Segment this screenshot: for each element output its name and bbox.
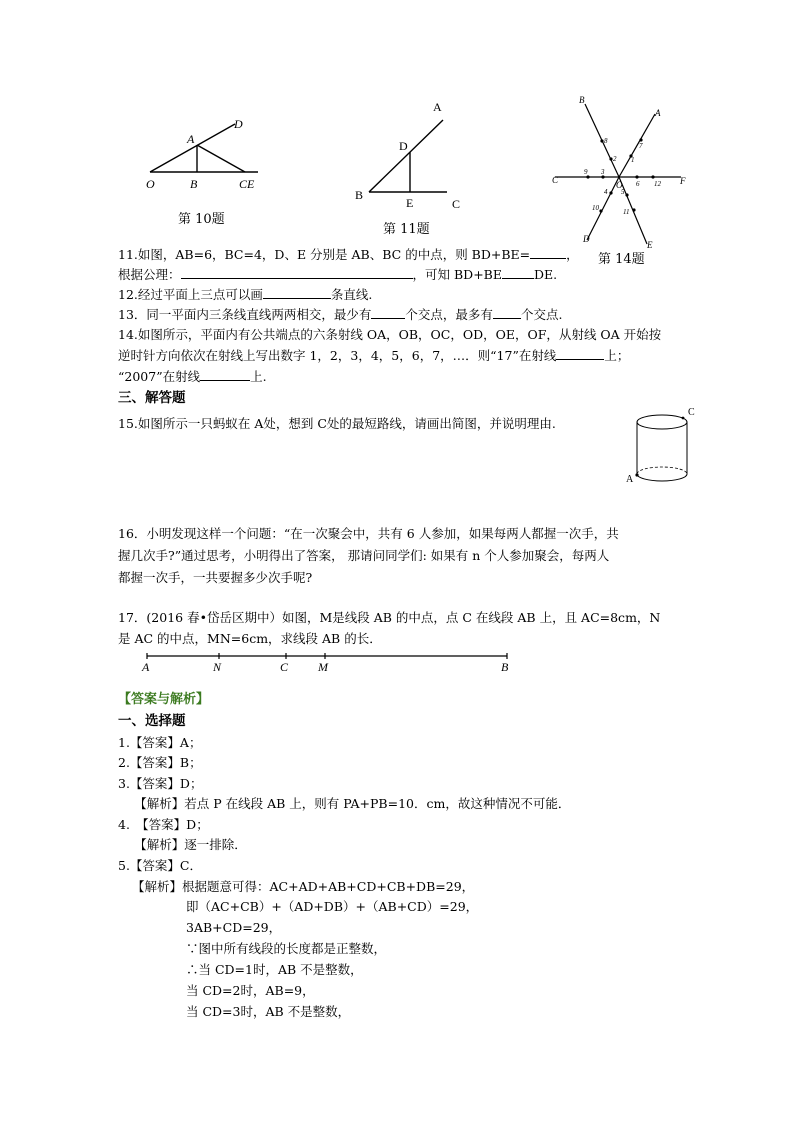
q14-line2 bbox=[118, 347, 629, 364]
q11-text-2: ， bbox=[566, 247, 579, 262]
fig10-label-o: O bbox=[146, 177, 155, 191]
answer-line-9: 即（AC+CB）+（AD+DB）+（AB+CD）=29， bbox=[186, 899, 479, 914]
answer-line-1: 1.【答案】A； bbox=[118, 735, 202, 750]
fig14-num-3: 3 bbox=[601, 168, 605, 176]
answers-section-1: 一、选择题 bbox=[118, 713, 186, 729]
fig17-label-c: C bbox=[280, 660, 289, 674]
fig10-label-a: A bbox=[187, 132, 195, 146]
fig14-label-a: A bbox=[655, 108, 661, 118]
fig14-num-4: 4 bbox=[604, 188, 608, 196]
fig14-num-6: 6 bbox=[636, 180, 640, 188]
answer-line-3: 3.【答案】D； bbox=[118, 776, 203, 791]
answer-line-13: 当 CD=2时，AB=9， bbox=[186, 983, 315, 998]
q17-line2: 是 AC 的中点，MN=6cm，求线段 AB 的长． bbox=[118, 631, 382, 646]
q13-text-1: 13．同一平面内三条线直线两两相交，最少有 bbox=[118, 307, 372, 322]
q14-blank-2[interactable] bbox=[200, 368, 250, 381]
fig14-num-8: 8 bbox=[604, 137, 608, 145]
fig17-label-n: N bbox=[213, 660, 222, 674]
q16-line1: 16．小明发现这样一个问题：“在一次聚会中，共有 6 人参加，如果每两人都握一次手，共 bbox=[118, 526, 619, 541]
q12-line bbox=[118, 286, 372, 303]
q13-line bbox=[118, 306, 562, 323]
answer-line-8: 【解析】根据题意可得：AC+AD+AB+CD+CB+DB=29， bbox=[132, 879, 475, 894]
answer-line-14: 当 CD=3时，AB 不是整数， bbox=[186, 1004, 351, 1019]
q11-text-5: DE. bbox=[533, 267, 558, 282]
q14-text-4: 上. bbox=[250, 369, 267, 384]
fig10-label-b: B bbox=[190, 177, 198, 191]
figure-15-cylinder bbox=[624, 402, 700, 492]
fig14-num-5: 5 bbox=[621, 188, 625, 196]
fig14-caption: 第 14题 bbox=[598, 252, 645, 267]
fig14-num-11: 11 bbox=[623, 208, 630, 216]
fig14-label-c: C bbox=[552, 175, 559, 185]
fig14-ray-oa bbox=[619, 114, 655, 177]
q11-blank-1[interactable] bbox=[530, 246, 566, 259]
fig14-num-9: 9 bbox=[584, 168, 588, 176]
q11-line1 bbox=[118, 246, 579, 263]
answer-line-2: 2.【答案】B； bbox=[118, 755, 202, 770]
q12-blank[interactable] bbox=[263, 286, 331, 299]
fig14-label-f: F bbox=[680, 176, 686, 186]
q14-text-1: 逆时针方向依次在射线上写出数字 1，2，3，4，5，6，7，…．则“17”在射线 bbox=[118, 348, 557, 363]
fig11-label-b: B bbox=[355, 188, 364, 202]
answer-line-4: 【解析】若点 P 在线段 AB 上，则有 PA+PB=10．cm，故这种情况不可能． bbox=[128, 796, 571, 811]
q14-text-2: 上； bbox=[604, 348, 630, 363]
fig11-label-e: E bbox=[406, 196, 414, 210]
q13-blank-1[interactable] bbox=[371, 306, 405, 319]
q13-text-2: 个交点，最多有 bbox=[405, 307, 493, 322]
answers-heading: 【答案与解析】 bbox=[118, 692, 210, 707]
fig14-label-d: D bbox=[583, 234, 590, 244]
q11-text-1: 11.如图，AB=6，BC=4，D、E 分别是 AB、BC 的中点，则 BD+BE= bbox=[118, 247, 531, 262]
fig10-label-ce: CE bbox=[239, 177, 255, 191]
fig11-label-d: D bbox=[399, 139, 408, 153]
figure-11 bbox=[345, 95, 475, 215]
fig11-label-c: C bbox=[452, 197, 461, 211]
fig10-caption: 第 10题 bbox=[178, 212, 225, 227]
q11-line2 bbox=[118, 266, 557, 283]
q16-line2: 握几次手?”通过思考，小明得出了答案， 那请问同学们: 如果有 n 个人参加聚会，每两人 bbox=[118, 548, 610, 563]
q13-text-3: 个交点. bbox=[520, 307, 563, 322]
figure-10 bbox=[140, 112, 275, 197]
fig14-label-b: B bbox=[579, 95, 585, 105]
fig11-caption: 第 11题 bbox=[383, 222, 430, 237]
fig10-seg-ac bbox=[197, 145, 245, 172]
q11-text-4: ，可知 BD+BE bbox=[412, 267, 502, 282]
fig14-num-7: 7 bbox=[639, 142, 643, 150]
fig11-ray-ba bbox=[369, 120, 443, 192]
q12-text-1: 12.经过平面上三点可以画 bbox=[118, 287, 263, 302]
q14-text-3: “2007”在射线 bbox=[118, 369, 201, 384]
q11-blank-3[interactable] bbox=[502, 266, 534, 279]
figure-17-segment bbox=[135, 645, 525, 675]
q14-line1: 14.如图所示，平面内有公共端点的六条射线 OA，OB，OC，OD，OE，OF，从射线 OA 开始按 bbox=[118, 327, 662, 342]
fig14-num-2: 2 bbox=[613, 155, 617, 163]
answer-line-7: 5.【答案】C． bbox=[118, 858, 202, 873]
fig17-label-b: B bbox=[501, 660, 509, 674]
q15-text: 15.如图所示一只蚂蚁在 A处，想到 C处的最短路线，请画出简图，并说明理由. bbox=[118, 416, 556, 431]
figure-14 bbox=[545, 92, 695, 252]
fig14-num-12: 12 bbox=[654, 180, 661, 188]
fig17-label-m: M bbox=[318, 660, 328, 674]
q12-text-2: 条直线. bbox=[330, 287, 373, 302]
fig17-label-a: A bbox=[142, 660, 150, 674]
section-3-heading: 三、解答题 bbox=[118, 390, 186, 406]
answer-line-5: 4. 【答案】D； bbox=[118, 817, 209, 832]
fig14-label-o: O bbox=[616, 180, 623, 190]
answer-line-12: ∴当 CD=1时，AB 不是整数， bbox=[186, 962, 363, 977]
fig10-label-d: D bbox=[234, 117, 243, 131]
q11-blank-2[interactable] bbox=[181, 266, 413, 279]
answer-line-11: ∵图中所有线段的长度都是正整数， bbox=[186, 941, 387, 956]
fig15-label-a: A bbox=[626, 474, 634, 485]
q11-text-3: 根据公理： bbox=[118, 267, 181, 282]
q13-blank-2[interactable] bbox=[493, 306, 521, 319]
q14-line3 bbox=[118, 368, 267, 385]
q14-blank-1[interactable] bbox=[556, 347, 604, 360]
answer-line-6: 【解析】逐一排除． bbox=[128, 837, 247, 852]
q16-line3: 都握一次手，一共要握多少次手呢? bbox=[118, 570, 313, 585]
fig11-label-a: A bbox=[433, 100, 442, 114]
answer-line-10: 3AB+CD=29， bbox=[186, 920, 282, 935]
fig14-num-1: 1 bbox=[631, 156, 635, 164]
fig15-label-c: C bbox=[688, 407, 695, 418]
fig14-label-e: E bbox=[647, 240, 653, 250]
fig14-num-10: 10 bbox=[592, 204, 599, 212]
q17-line1: 17．(2016 春•岱岳区期中）如图，M是线段 AB 的中点，点 C 在线段 AB 上，且 AC=8cm，N bbox=[118, 610, 661, 625]
